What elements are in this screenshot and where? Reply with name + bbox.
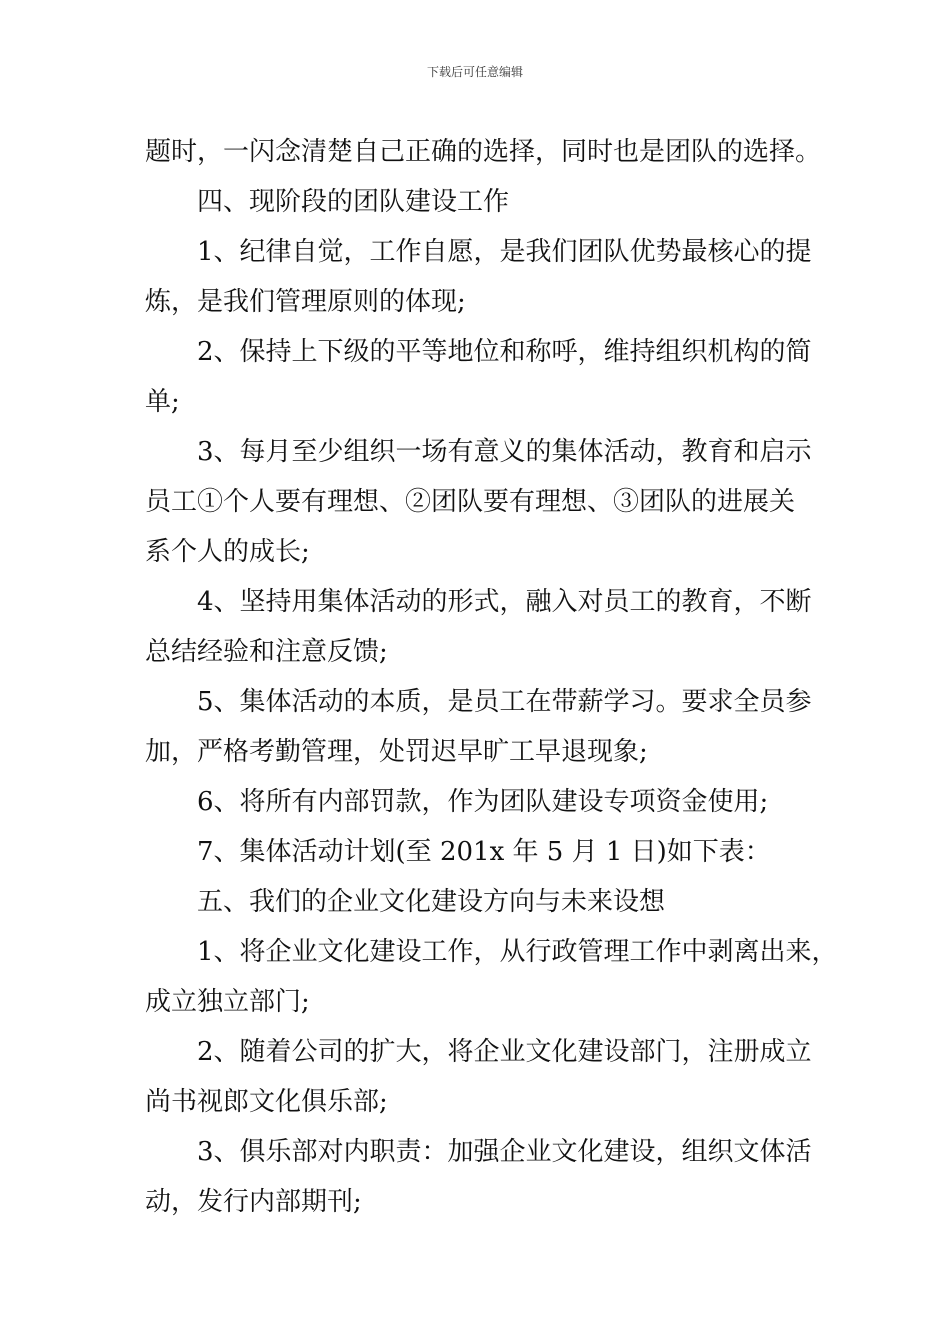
- text-line: 题时，一闪念清楚自己正确的选择，同时也是团队的选择。: [145, 137, 822, 167]
- section-heading: 四、现阶段的团队建设工作: [197, 187, 510, 217]
- text-line: 单;: [145, 387, 180, 417]
- text-line: 系个人的成长;: [145, 537, 310, 567]
- text-line: 2、随着公司的扩大，将企业文化建设部门，注册成立: [197, 1037, 812, 1067]
- text-line: 7、集体活动计划(至 201x 年 5 月 1 日)如下表：: [197, 837, 771, 867]
- text-line: 3、俱乐部对内职责：加强企业文化建设，组织文体活: [197, 1137, 812, 1167]
- text-line: 成立独立部门;: [145, 987, 310, 1017]
- text-line: 2、保持上下级的平等地位和称呼，维持组织机构的简: [197, 337, 812, 367]
- section-heading: 五、我们的企业文化建设方向与未来设想: [197, 887, 666, 917]
- document-body: [145, 127, 838, 1227]
- text-line: 1、纪律自觉，工作自愿，是我们团队优势最核心的提: [197, 237, 812, 267]
- text-line: 4、坚持用集体活动的形式，融入对员工的教育，不断: [197, 587, 812, 617]
- text-line: 5、集体活动的本质，是员工在带薪学习。要求全员参: [197, 687, 812, 717]
- text-line: 加，严格考勤管理，处罚迟早旷工早退现象;: [145, 737, 648, 767]
- text-line: 3、每月至少组织一场有意义的集体活动，教育和启示: [197, 437, 812, 467]
- page-header: 下载后可任意编辑: [426, 65, 523, 79]
- text-line: 总结经验和注意反馈;: [145, 637, 388, 667]
- text-line: 1、将企业文化建设工作，从行政管理工作中剥离出来，: [197, 937, 838, 967]
- text-line: 6、将所有内部罚款，作为团队建设专项资金使用;: [197, 787, 769, 817]
- text-line: 尚书视郎文化俱乐部;: [145, 1087, 388, 1117]
- text-line: 动，发行内部期刊;: [145, 1187, 362, 1217]
- text-line: 员工①个人要有理想、②团队要有理想、③团队的进展关: [145, 487, 796, 517]
- text-line: 炼，是我们管理原则的体现;: [145, 287, 466, 317]
